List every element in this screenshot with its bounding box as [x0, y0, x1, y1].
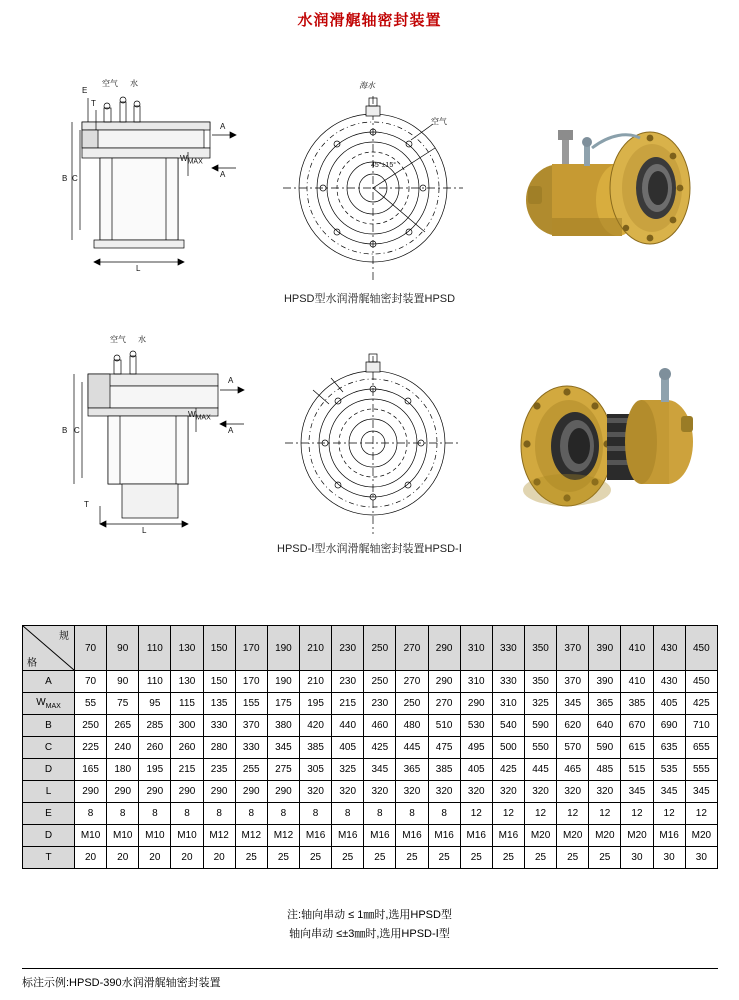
- table-cell: 8: [364, 803, 396, 825]
- table-cell: 320: [428, 781, 460, 803]
- table-cell: 405: [332, 737, 364, 759]
- hpsd-front-drawing: [283, 80, 463, 280]
- table-cell: 180: [107, 759, 139, 781]
- corner-label-spec: 规: [59, 631, 69, 642]
- table-cell: 330: [203, 715, 235, 737]
- table-cell: 240: [107, 737, 139, 759]
- table-cell: 12: [524, 803, 556, 825]
- label-seawater-1: 海水: [359, 81, 375, 90]
- table-cell: 290: [428, 671, 460, 693]
- table-cell: 655: [685, 737, 717, 759]
- row-label: E: [23, 803, 75, 825]
- table-cell: 555: [685, 759, 717, 781]
- table-cell: 710: [685, 715, 717, 737]
- table-cell: 425: [685, 693, 717, 715]
- table-cell: 25: [557, 847, 589, 869]
- row-label: D: [23, 759, 75, 781]
- size-col-15: 370: [557, 626, 589, 671]
- table-cell: 320: [589, 781, 621, 803]
- table-cell: 165: [75, 759, 107, 781]
- size-col-5: 170: [235, 626, 267, 671]
- table-cell: 260: [139, 737, 171, 759]
- table-cell: 320: [557, 781, 589, 803]
- table-cell: M20: [524, 825, 556, 847]
- hpsd-product-photo: [500, 108, 712, 258]
- table-cell: 345: [557, 693, 589, 715]
- table-cell: M16: [299, 825, 331, 847]
- table-cell: 95: [139, 693, 171, 715]
- table-row: [23, 781, 718, 803]
- figure-caption-2: HPSD-Ⅰ型水润滑艉轴密封装置HPSD-Ⅰ: [277, 543, 462, 555]
- hpsd-section-drawing: [60, 80, 245, 280]
- table-cell: M16: [428, 825, 460, 847]
- table-cell: 690: [653, 715, 685, 737]
- size-col-6: 190: [267, 626, 299, 671]
- table-cell: M16: [653, 825, 685, 847]
- table-cell: 420: [299, 715, 331, 737]
- table-cell: 155: [235, 693, 267, 715]
- label-Wmax-2: WMAX: [188, 410, 211, 422]
- table-cell: 445: [524, 759, 556, 781]
- table-cell: 530: [460, 715, 492, 737]
- table-row: [23, 671, 718, 693]
- table-cell: 405: [460, 759, 492, 781]
- table-cell: 230: [332, 671, 364, 693]
- table-cell: 25: [364, 847, 396, 869]
- table-cell: 385: [621, 693, 653, 715]
- table-cell: 250: [364, 671, 396, 693]
- table-cell: 75: [107, 693, 139, 715]
- table-cell: 385: [428, 759, 460, 781]
- table-cell: 8: [235, 803, 267, 825]
- table-cell: 8: [267, 803, 299, 825]
- table-cell: 8: [171, 803, 203, 825]
- table-cell: 25: [267, 847, 299, 869]
- table-cell: 325: [524, 693, 556, 715]
- table-cell: 135: [203, 693, 235, 715]
- label-Wmax-1: WMAX: [180, 154, 203, 166]
- table-cell: 495: [460, 737, 492, 759]
- table-cell: 270: [428, 693, 460, 715]
- table-cell: 12: [653, 803, 685, 825]
- table-cell: M16: [364, 825, 396, 847]
- label-A-bottom-1: A: [220, 170, 226, 179]
- table-cell: 290: [139, 781, 171, 803]
- table-cell: 20: [75, 847, 107, 869]
- table-cell: 425: [492, 759, 524, 781]
- row-label: L: [23, 781, 75, 803]
- table-cell: 8: [396, 803, 428, 825]
- size-col-1: 90: [107, 626, 139, 671]
- table-cell: 280: [203, 737, 235, 759]
- table-row: [23, 847, 718, 869]
- size-col-0: 70: [75, 626, 107, 671]
- table-cell: M12: [203, 825, 235, 847]
- table-cell: M16: [332, 825, 364, 847]
- table-corner-cell: [23, 626, 75, 671]
- spec-table-wrapper: [22, 625, 718, 869]
- table-cell: 285: [139, 715, 171, 737]
- table-cell: 440: [332, 715, 364, 737]
- table-cell: M12: [267, 825, 299, 847]
- table-cell: 535: [653, 759, 685, 781]
- table-cell: 370: [557, 671, 589, 693]
- table-cell: M20: [557, 825, 589, 847]
- label-B-1: B: [62, 174, 68, 183]
- table-cell: 8: [203, 803, 235, 825]
- table-cell: 320: [492, 781, 524, 803]
- hpsd1-product-photo: [495, 358, 715, 518]
- table-cell: 290: [203, 781, 235, 803]
- table-cell: 215: [171, 759, 203, 781]
- table-cell: 365: [589, 693, 621, 715]
- table-cell: 30: [685, 847, 717, 869]
- table-cell: 515: [621, 759, 653, 781]
- table-cell: 345: [267, 737, 299, 759]
- label-L-2: L: [142, 526, 147, 535]
- table-cell: 460: [364, 715, 396, 737]
- table-cell: 510: [428, 715, 460, 737]
- label-T-1: T: [91, 99, 96, 108]
- table-cell: 570: [557, 737, 589, 759]
- row-label: $W_{MAX}$: [23, 693, 75, 715]
- table-cell: 480: [396, 715, 428, 737]
- label-water-1: 水: [130, 79, 138, 88]
- table-cell: 70: [75, 671, 107, 693]
- size-col-7: 210: [299, 626, 331, 671]
- table-cell: 8: [332, 803, 364, 825]
- table-row: [23, 825, 718, 847]
- table-row: [23, 759, 718, 781]
- table-cell: 20: [171, 847, 203, 869]
- table-cell: 25: [428, 847, 460, 869]
- size-col-4: 150: [203, 626, 235, 671]
- table-cell: 450: [685, 671, 717, 693]
- table-cell: 615: [621, 737, 653, 759]
- table-cell: 230: [364, 693, 396, 715]
- size-col-11: 290: [428, 626, 460, 671]
- table-cell: M20: [589, 825, 621, 847]
- table-cell: 485: [589, 759, 621, 781]
- figure-caption-1: HPSD型水润滑艉轴密封装置HPSD: [283, 293, 456, 305]
- table-cell: M16: [460, 825, 492, 847]
- note-line-1: 注:轴向串动 ≤ 1㎜时,选用HPSD型: [287, 909, 452, 921]
- table-cell: M12: [235, 825, 267, 847]
- table-cell: 20: [107, 847, 139, 869]
- size-col-12: 310: [460, 626, 492, 671]
- table-row: [23, 737, 718, 759]
- label-air-1: 空气: [102, 79, 118, 88]
- label-B-2: B: [62, 426, 68, 435]
- table-cell: 250: [75, 715, 107, 737]
- table-cell: 590: [589, 737, 621, 759]
- row-label: T: [23, 847, 75, 869]
- table-cell: 25: [332, 847, 364, 869]
- table-cell: 12: [589, 803, 621, 825]
- table-cell: 235: [203, 759, 235, 781]
- table-cell: 255: [235, 759, 267, 781]
- table-cell: 320: [364, 781, 396, 803]
- label-angle-1: 45°±15°: [371, 162, 397, 169]
- size-col-3: 130: [171, 626, 203, 671]
- table-cell: 345: [364, 759, 396, 781]
- hpsd1-section-drawing: [60, 335, 250, 538]
- table-cell: 265: [107, 715, 139, 737]
- size-col-9: 250: [364, 626, 396, 671]
- table-cell: 500: [492, 737, 524, 759]
- table-cell: 12: [685, 803, 717, 825]
- table-cell: 290: [75, 781, 107, 803]
- table-cell: 8: [75, 803, 107, 825]
- table-cell: M10: [171, 825, 203, 847]
- table-cell: 290: [267, 781, 299, 803]
- label-A-top-2: A: [228, 376, 234, 385]
- table-cell: 30: [621, 847, 653, 869]
- label-C-2: C: [74, 426, 80, 435]
- label-T-2: T: [84, 500, 89, 509]
- table-cell: 8: [299, 803, 331, 825]
- table-cell: 350: [524, 671, 556, 693]
- table-cell: 410: [621, 671, 653, 693]
- table-cell: 290: [235, 781, 267, 803]
- table-cell: 175: [267, 693, 299, 715]
- table-cell: 150: [203, 671, 235, 693]
- table-cell: 635: [653, 737, 685, 759]
- row-label: A: [23, 671, 75, 693]
- table-cell: 12: [621, 803, 653, 825]
- row-label: C: [23, 737, 75, 759]
- table-cell: 290: [460, 693, 492, 715]
- table-cell: 475: [428, 737, 460, 759]
- table-cell: 195: [139, 759, 171, 781]
- table-cell: 110: [139, 671, 171, 693]
- table-cell: 325: [332, 759, 364, 781]
- table-cell: 290: [171, 781, 203, 803]
- page-title: 水润滑艉轴密封装置: [297, 12, 442, 29]
- table-cell: 670: [621, 715, 653, 737]
- label-C-1: C: [72, 174, 78, 183]
- table-cell: 12: [460, 803, 492, 825]
- table-cell: 20: [139, 847, 171, 869]
- table-cell: 320: [460, 781, 492, 803]
- table-cell: 345: [653, 781, 685, 803]
- hpsd1-front-drawing: [283, 338, 463, 538]
- size-col-10: 270: [396, 626, 428, 671]
- table-cell: 170: [235, 671, 267, 693]
- table-cell: 260: [171, 737, 203, 759]
- label-A-top-1: A: [220, 122, 226, 131]
- corner-label-size: 格: [27, 658, 37, 669]
- table-row: [23, 803, 718, 825]
- table-cell: 225: [75, 737, 107, 759]
- table-row: [23, 693, 718, 715]
- table-cell: 365: [396, 759, 428, 781]
- table-cell: 30: [653, 847, 685, 869]
- label-E-1: E: [82, 86, 88, 95]
- table-cell: 620: [557, 715, 589, 737]
- table-cell: 370: [235, 715, 267, 737]
- size-col-14: 350: [524, 626, 556, 671]
- table-cell: M16: [492, 825, 524, 847]
- size-col-16: 390: [589, 626, 621, 671]
- label-A-bottom-2: A: [228, 426, 234, 435]
- table-cell: 190: [267, 671, 299, 693]
- table-cell: 250: [396, 693, 428, 715]
- row-label: D: [23, 825, 75, 847]
- table-cell: 25: [492, 847, 524, 869]
- size-col-13: 330: [492, 626, 524, 671]
- table-cell: 330: [235, 737, 267, 759]
- footer-example: 标注示例:HPSD-390水润滑艉轴密封装置: [22, 968, 718, 990]
- label-L-1: L: [136, 264, 141, 273]
- table-cell: 25: [396, 847, 428, 869]
- table-cell: 310: [460, 671, 492, 693]
- notes-block: [0, 906, 739, 944]
- table-cell: 425: [364, 737, 396, 759]
- table-cell: 430: [653, 671, 685, 693]
- figure-row-hpsd: [0, 80, 739, 310]
- table-row: [23, 715, 718, 737]
- spec-table-body: [23, 671, 718, 869]
- table-cell: 25: [460, 847, 492, 869]
- table-cell: 310: [492, 693, 524, 715]
- table-header-row: [23, 626, 718, 671]
- table-cell: M10: [107, 825, 139, 847]
- table-cell: 300: [171, 715, 203, 737]
- size-col-8: 230: [332, 626, 364, 671]
- table-cell: 380: [267, 715, 299, 737]
- table-cell: 90: [107, 671, 139, 693]
- size-col-17: 410: [621, 626, 653, 671]
- table-cell: 12: [492, 803, 524, 825]
- table-cell: 640: [589, 715, 621, 737]
- size-col-2: 110: [139, 626, 171, 671]
- table-cell: M10: [139, 825, 171, 847]
- table-cell: 20: [203, 847, 235, 869]
- table-cell: 25: [589, 847, 621, 869]
- spec-table: [22, 625, 718, 869]
- table-cell: 25: [299, 847, 331, 869]
- table-cell: 550: [524, 737, 556, 759]
- table-cell: 130: [171, 671, 203, 693]
- table-cell: 275: [267, 759, 299, 781]
- table-cell: 590: [524, 715, 556, 737]
- table-cell: 270: [396, 671, 428, 693]
- table-cell: M16: [396, 825, 428, 847]
- figure-row-hpsd1: [0, 335, 739, 568]
- table-cell: 405: [653, 693, 685, 715]
- table-cell: 465: [557, 759, 589, 781]
- table-cell: M20: [621, 825, 653, 847]
- table-cell: 215: [332, 693, 364, 715]
- table-cell: 385: [299, 737, 331, 759]
- table-cell: 320: [299, 781, 331, 803]
- table-cell: 115: [171, 693, 203, 715]
- table-cell: 8: [428, 803, 460, 825]
- table-cell: 540: [492, 715, 524, 737]
- table-cell: 320: [396, 781, 428, 803]
- table-cell: 305: [299, 759, 331, 781]
- label-water-2: 水: [138, 335, 146, 344]
- table-cell: 25: [235, 847, 267, 869]
- table-cell: 320: [332, 781, 364, 803]
- table-cell: 320: [524, 781, 556, 803]
- table-cell: 8: [107, 803, 139, 825]
- table-cell: 390: [589, 671, 621, 693]
- table-cell: 345: [621, 781, 653, 803]
- label-air-2: 空气: [110, 335, 126, 344]
- size-col-19: 450: [685, 626, 717, 671]
- table-cell: 345: [685, 781, 717, 803]
- size-col-18: 430: [653, 626, 685, 671]
- table-cell: 8: [139, 803, 171, 825]
- table-cell: 25: [524, 847, 556, 869]
- table-cell: 12: [557, 803, 589, 825]
- table-cell: 330: [492, 671, 524, 693]
- table-cell: 210: [299, 671, 331, 693]
- note-line-2: 轴向串动 ≤±3㎜时,选用HPSD-Ⅰ型: [289, 928, 450, 940]
- label-air-front-1: 空气: [431, 117, 447, 126]
- table-cell: 55: [75, 693, 107, 715]
- table-cell: M10: [75, 825, 107, 847]
- table-cell: 445: [396, 737, 428, 759]
- table-cell: 290: [107, 781, 139, 803]
- table-cell: M20: [685, 825, 717, 847]
- table-cell: 195: [299, 693, 331, 715]
- row-label: B: [23, 715, 75, 737]
